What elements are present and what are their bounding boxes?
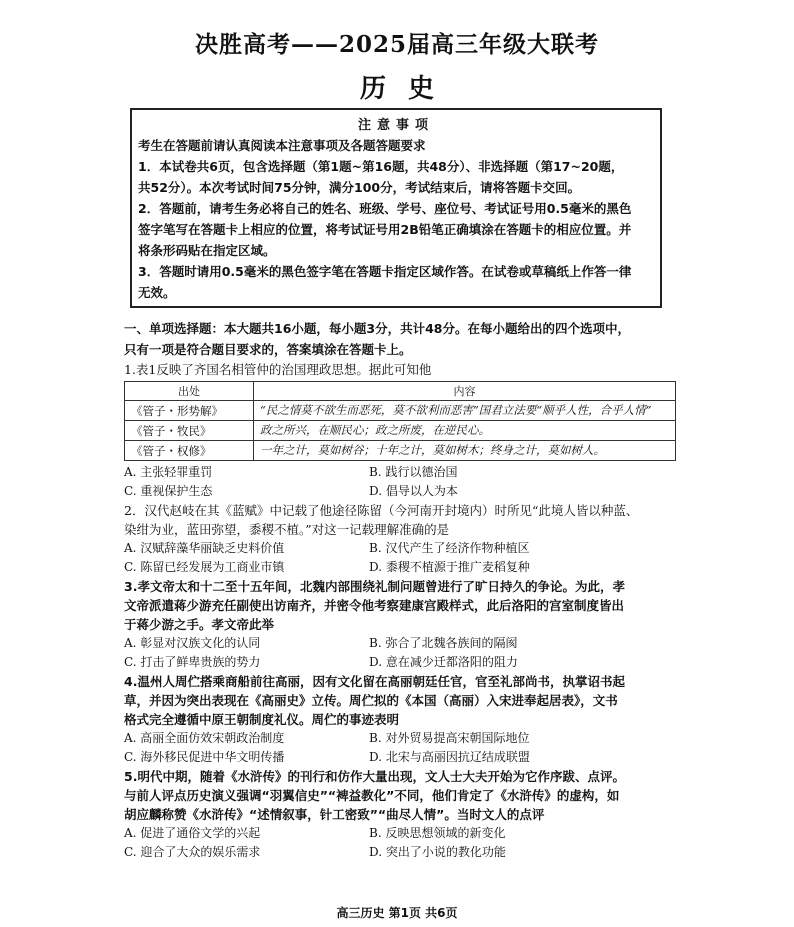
- table-cell-source: 《管子・形势解》: [125, 401, 254, 421]
- question-stem: 与前人评点历史演义强调“羽翼信史”“裨益教化”不同，他们肯定了《水浒传》的虚构，如: [124, 788, 620, 803]
- table-cell-content: 一年之计，莫如树谷；十年之计，莫如树木；终身之计，莫如树人。: [254, 441, 676, 461]
- section-one: [124, 318, 684, 862]
- question-5: [124, 767, 684, 862]
- question-stem: 文帝派遣蒋少游充任副使出访南齐，并密令他考察建康宫殿样式，此后洛阳的宫室制度皆出: [124, 598, 625, 613]
- option-a: A. 高丽全面仿效宋朝政治制度: [124, 731, 285, 745]
- exam-title: 决胜高考——2025届高三年级大联考: [194, 31, 599, 58]
- option-c: C. 陈留已经发展为工商业市镇: [124, 560, 285, 574]
- notice-line: 1．本试卷共6页，包含选择题（第1题~第16题，共48分）、非选择题（第17~20题，: [138, 159, 624, 174]
- question-stem: 1.表1反映了齐国名相管仲的治国理政思想。据此可知他: [124, 362, 432, 377]
- notice-line: 共52分）。本次考试时间75分钟，满分100分，考试结束后，请将答题卡交回。: [138, 180, 581, 195]
- notice-title: 注意事项: [357, 118, 434, 133]
- notice-line: 将条形码贴在指定区域。: [138, 243, 276, 258]
- notice-line: 考生在答题前请认真阅读本注意事项及各题答题要求: [138, 138, 426, 153]
- question-4: [124, 672, 684, 767]
- table-cell-source: 《管子・权修》: [125, 441, 254, 461]
- option-b: B. 反映思想领域的新变化: [369, 826, 506, 840]
- question-stem: 3.孝文帝太和十二至十五年间，北魏内部围绕礼制问题曾进行了旷日持久的争论。为此，孝: [124, 579, 625, 594]
- option-list: [124, 463, 684, 501]
- question-stem: 于蒋少游之手。孝文帝此举: [124, 617, 275, 632]
- question-stem: 2．汉代赵岐在其《蓝赋》中记载了他途径陈留（今河南开封境内）时所见“此境人皆以种蓝、: [124, 503, 639, 518]
- option-d: D. 黍稷不植源于推广麦稻复种: [369, 560, 530, 574]
- option-c: C. 打击了鲜卑贵族的势力: [124, 655, 261, 669]
- option-a: A. 主张轻罪重罚: [124, 465, 213, 479]
- notice-line: 3．答题时请用0.5毫米的黑色签字笔在答题卡指定区域作答。在试卷或草稿纸上作答一律: [138, 264, 632, 279]
- question-2: [124, 501, 684, 577]
- option-list: [124, 539, 684, 577]
- option-c: C. 重视保护生态: [124, 484, 213, 498]
- option-d: D. 倡导以人为本: [369, 484, 458, 498]
- subject-title: 历史: [359, 74, 456, 104]
- table-row: [125, 421, 676, 441]
- question-stem: 胡应麟称赞《水浒传》“述情叙事，针工密致”“曲尽人情”。当时文人的点评: [124, 807, 545, 822]
- option-list: [124, 729, 684, 767]
- question-stem: 格式完全遵循中原王朝制度礼仪。周伫的事迹表明: [124, 712, 400, 727]
- question-stem: 草，并因为突出表现在《高丽史》立传。周伫拟的《本国（高丽）入宋进奉起居表》，文书: [124, 693, 618, 708]
- option-d: D. 意在减少迁都洛阳的阻力: [369, 655, 518, 669]
- option-list: [124, 824, 684, 862]
- option-b: B. 对外贸易提高宋朝国际地位: [369, 731, 530, 745]
- notice-line: 2．答题前，请考生务必将自己的姓名、班级、学号、座位号、考试证号用0.5毫米的黑色: [138, 201, 632, 216]
- question-1: [124, 360, 684, 501]
- notice-line: 无效。: [138, 285, 176, 300]
- question-3: [124, 577, 684, 672]
- table-cell-source: 《管子・牧民》: [125, 421, 254, 441]
- option-c: C. 海外移民促进中华文明传播: [124, 750, 285, 764]
- table-cell-content: 政之所兴，在顺民心；政之所废，在逆民心。: [254, 421, 676, 441]
- question-stem: 5.明代中期，随着《水浒传》的刊行和仿作大量出现，文人士大夫开始为它作序跋、点评。: [124, 769, 625, 784]
- option-list: [124, 634, 684, 672]
- option-c: C. 迎合了大众的娱乐需求: [124, 845, 261, 859]
- option-b: B. 汉代产生了经济作物种植区: [369, 541, 530, 555]
- notice-line: 签字笔写在答题卡上相应的位置，将考试证号用2B铅笔正确填涂在答题卡的相应位置。并: [138, 222, 632, 237]
- section-heading: 一、单项选择题：本大题共16小题，每小题3分，共计48分。在每小题给出的四个选项中，: [124, 321, 630, 336]
- option-a: A. 促进了通俗文学的兴起: [124, 826, 261, 840]
- table-header-source: 出处: [125, 382, 254, 401]
- option-d: D. 突出了小说的教化功能: [369, 845, 506, 859]
- option-d: D. 北宋与高丽因抗辽结成联盟: [369, 750, 530, 764]
- page-footer: 高三历史 第1页 共6页: [336, 906, 458, 920]
- option-b: B. 弥合了北魏各族间的隔阂: [369, 636, 518, 650]
- table-row: [125, 441, 676, 461]
- option-b: B. 践行以德治国: [369, 465, 458, 479]
- option-a: A. 彰显对汉族文化的认同: [124, 636, 261, 650]
- option-a: A. 汉赋辞藻华丽缺乏史料价值: [124, 541, 285, 555]
- section-heading: 只有一项是符合题目要求的，答案填涂在答题卡上。: [124, 342, 412, 357]
- table-cell-content: “民之情莫不欲生而恶死，莫不欲利而恶害”国君立法要“顺乎人性，合乎人情”: [254, 401, 676, 421]
- question-stem: 4.温州人周伫搭乘商船前往高丽，因有文化留在高丽朝廷任官，官至礼部尚书，执掌诏书起: [124, 674, 625, 689]
- source-table: [124, 381, 676, 461]
- question-stem: 染绀为业，蓝田弥望，黍稷不植。”对这一记载理解准确的是: [124, 522, 450, 537]
- table-row: [125, 401, 676, 421]
- notice-box: [130, 108, 662, 308]
- table-header-content: 内容: [254, 382, 676, 401]
